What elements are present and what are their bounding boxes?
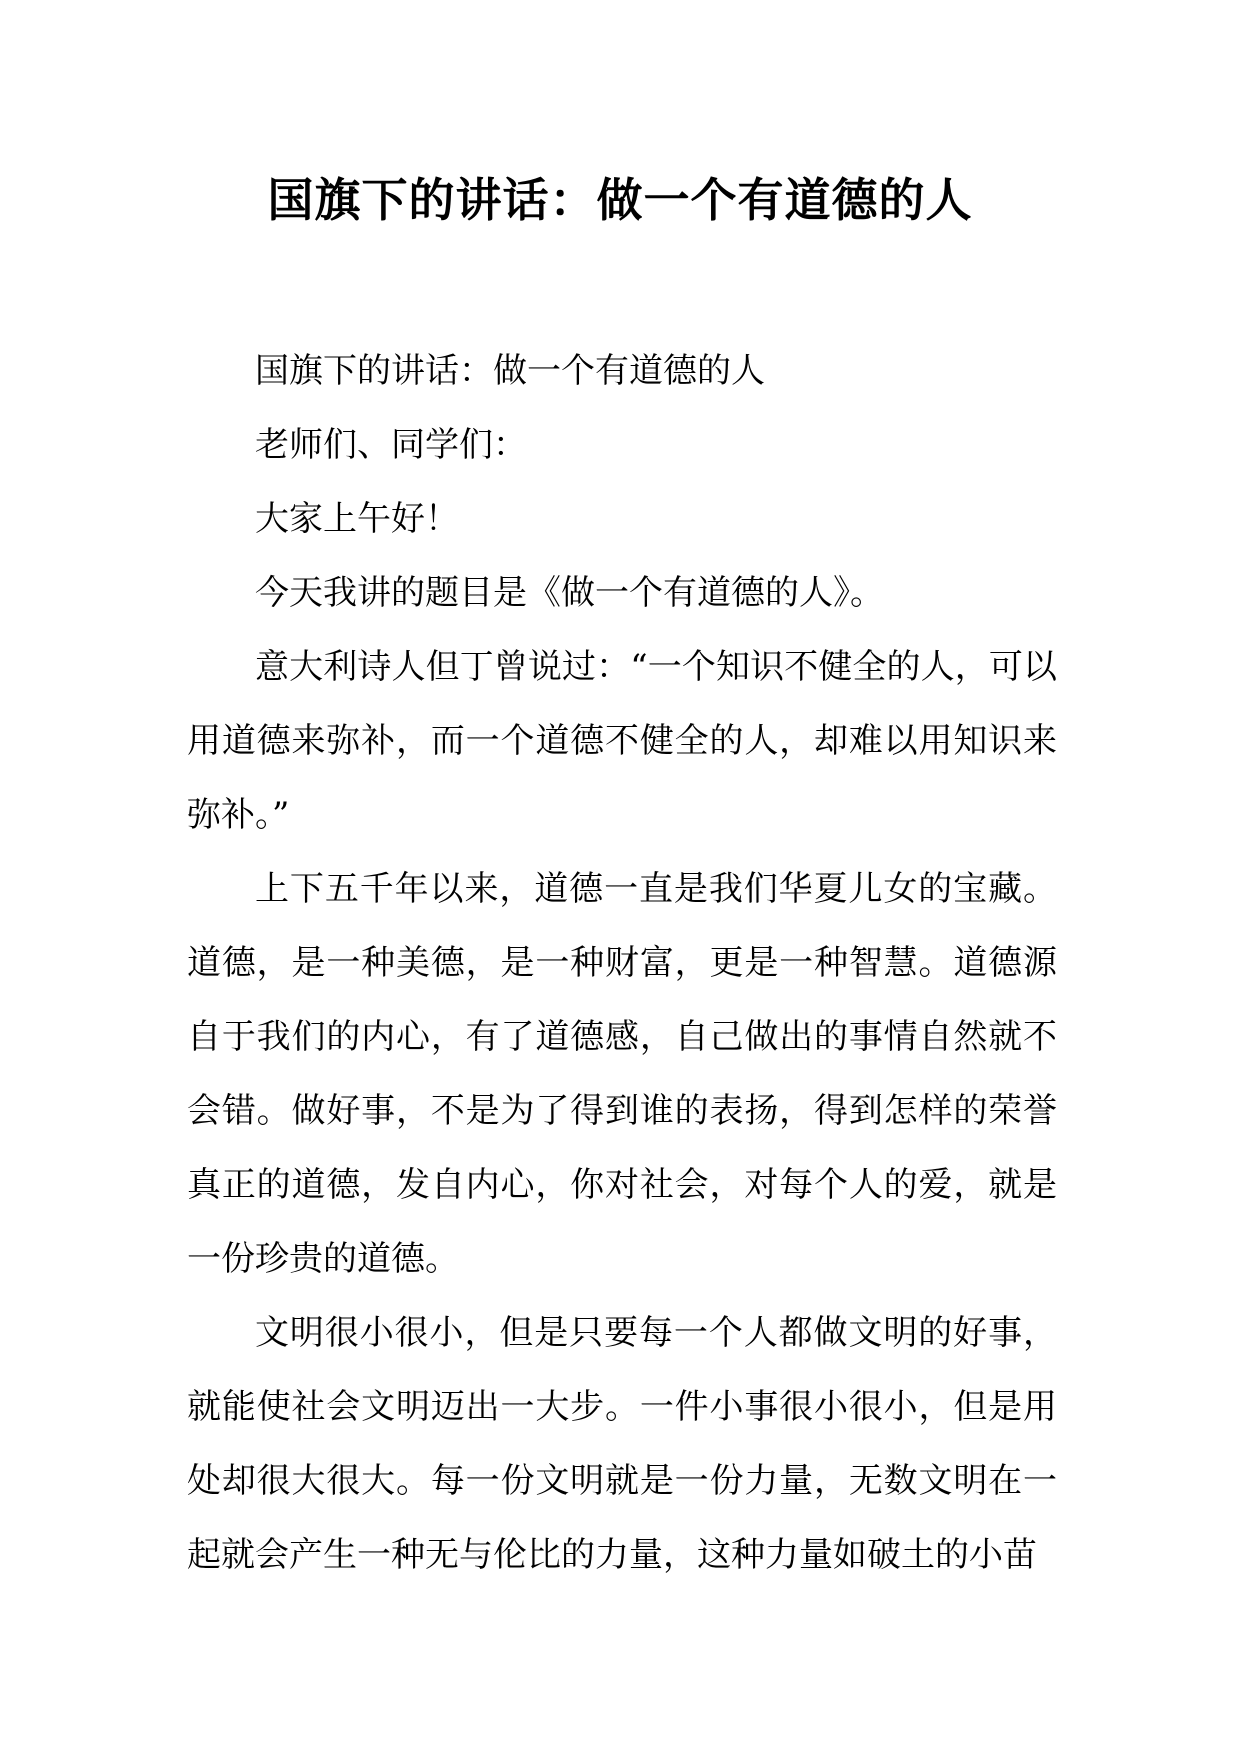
paragraph-morality-treasure: 上下五千年以来，道德一直是我们华夏儿女的宝藏。道德，是一种美德，是一种财富，更是一种智慧。道德源自于我们的内心，有了道德感，自己做出的事情自然就不会错。做好事，不是为了得到谁的表扬，得到怎样的荣誉真正的道德，发自内心，你对社会，对每个人的爱，就是一份珍贵的道德。 (187, 869, 1057, 1279)
paragraph-civility: 文明很小很小，但是只要每一个人都做文明的好事，就能使社会文明迈出一大步。一件小事很小很小，但是用处却很大很大。每一份文明就是一份力量，无数文明在一起就会产生一种无与伦比的力量，这种力量如破土的小苗 (187, 1313, 1057, 1575)
document-title: 国旗下的讲话：做一个有道德的人 (267, 173, 973, 227)
document-body (187, 334, 1057, 1592)
paragraph-salutation: 老师们、同学们： (255, 425, 527, 465)
paragraph-greeting: 大家上午好！ (255, 499, 459, 539)
paragraph-heading-repeat: 国旗下的讲话：做一个有道德的人 (255, 351, 765, 391)
paragraph-dante-quote: 意大利诗人但丁曾说过：“一个知识不健全的人，可以用道德来弥补，而一个道德不健全的人，却难以用知识来弥补。” (187, 647, 1057, 835)
paragraph-topic: 今天我讲的题目是《做一个有道德的人》。 (255, 573, 884, 613)
